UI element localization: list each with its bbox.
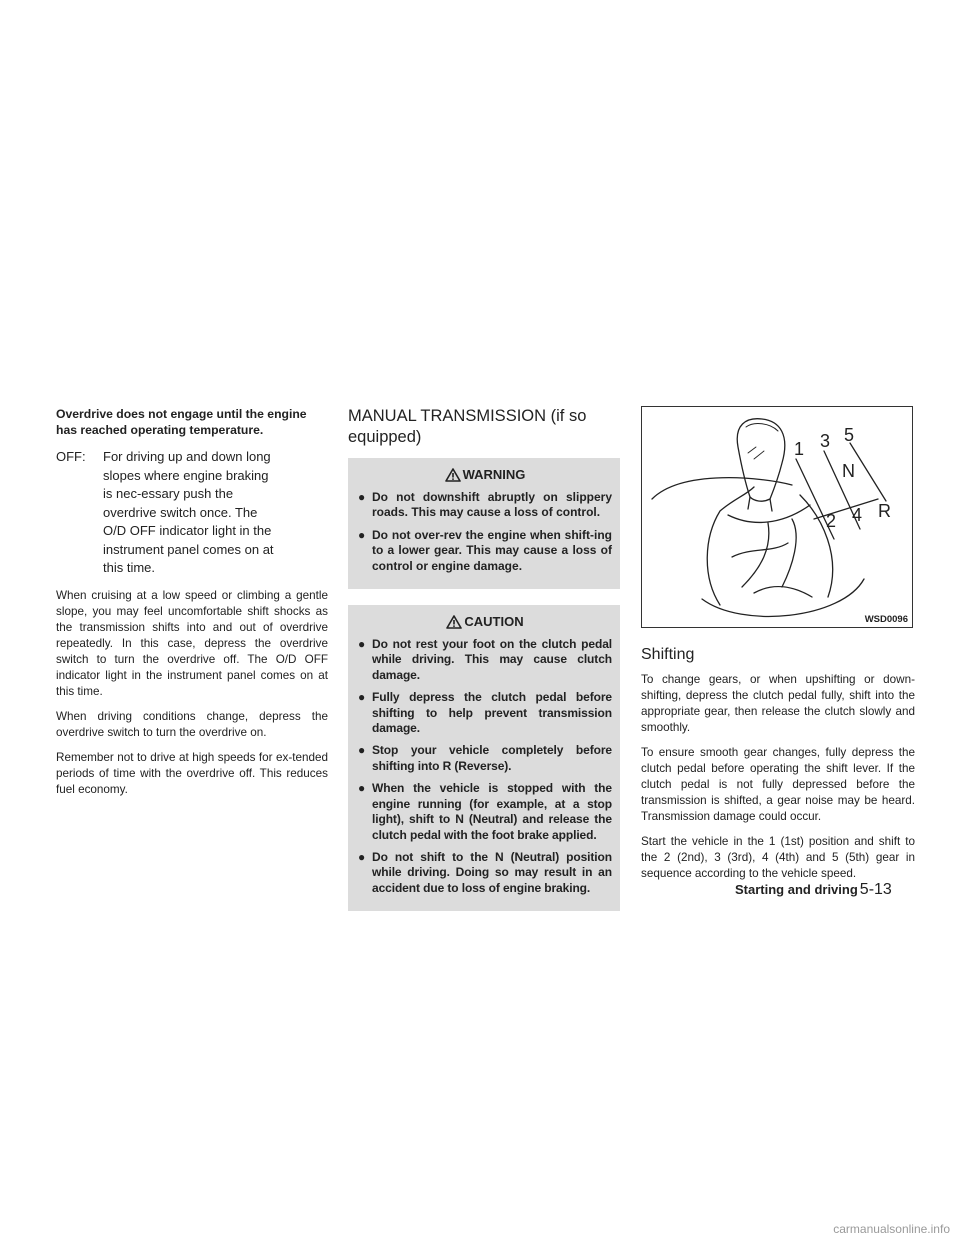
warning-list — [358, 490, 612, 574]
off-label: OFF: — [56, 449, 86, 464]
gear-label-5: 5 — [844, 425, 855, 445]
middle-column — [348, 406, 620, 911]
warning-item: ● Do not downshift abruptly on slippery roads. This may cause a loss of control. — [358, 490, 612, 520]
paragraph: To change gears, or when upshifting or down-shifting, depress the clutch pedal fully, shift into the appropriate gear, then release the clutch slowly and smoothly. — [641, 673, 915, 734]
figure-id: WSD0096 — [864, 614, 908, 625]
off-text: For driving up and down long slopes where engine braking is nec-essary push the overdrive switch once. The O/D OFF indicator light in the instrument panel comes on at this time. — [103, 449, 274, 575]
subsection-title: Shifting — [641, 646, 695, 663]
bullet-icon: ● — [358, 849, 366, 864]
gear-label-n: N — [842, 461, 855, 481]
page-footer — [735, 881, 892, 899]
caution-item: ● Do not shift to the N (Neutral) position while driving. Doing so may result in an accident due to loss of engine braking. — [358, 849, 612, 895]
bullet-icon: ● — [358, 527, 366, 542]
warning-triangle-icon — [445, 468, 461, 482]
paragraph: Remember not to drive at high speeds for ex-tended periods of time with the overdrive off. This reduces fuel economy. — [56, 750, 328, 796]
gear-shift-figure — [641, 406, 913, 628]
caution-triangle-icon — [446, 615, 462, 629]
paragraph: Start the vehicle in the 1 (1st) position and shift to the 2 (2nd), 3 (3rd), 4 (4th) and 5 (5th) gear in sequence according to the vehicle speed. — [641, 835, 915, 880]
overdrive-note: Overdrive does not engage until the engine has reached operating temperature. — [56, 407, 307, 437]
gear-label-4: 4 — [852, 505, 863, 525]
gear-label-2: 2 — [826, 511, 837, 531]
caution-item: ● Fully depress the clutch pedal before shifting to help prevent transmission damage. — [358, 690, 612, 736]
warning-box — [348, 458, 620, 589]
shift-lever-illustration — [642, 407, 914, 629]
caution-list — [358, 637, 612, 896]
caution-box — [348, 605, 620, 911]
paragraph: When cruising at a low speed or climbing a gentle slope, you may feel uncomfortable shift shocks as the transmission shifts into and out of overdrive repeatedly. In this case, depress the overdrive switch to turn the overdrive off. The O/D OFF indicator light in the instrument panel comes on at this time. — [56, 588, 328, 698]
caution-item: ● Stop your vehicle completely before shifting into R (Reverse). — [358, 743, 612, 773]
gear-label-3: 3 — [820, 431, 831, 451]
gear-label-r: R — [878, 501, 891, 521]
gear-label-1: 1 — [794, 439, 805, 459]
bullet-icon: ● — [358, 781, 366, 796]
warning-heading — [358, 464, 612, 486]
warning-item: ● Do not over-rev the engine when shift-ing to a lower gear. This may cause a loss of control or engine damage. — [358, 527, 612, 573]
right-column — [641, 406, 915, 891]
bullet-icon: ● — [358, 743, 366, 758]
paragraph: When driving conditions change, depress the overdrive switch to turn the overdrive on. — [56, 709, 328, 739]
caution-heading — [358, 611, 612, 633]
off-definition — [56, 448, 328, 578]
footer-section-title: Starting and driving — [735, 882, 858, 897]
section-title: MANUAL TRANSMISSION (if so equipped) — [348, 407, 587, 446]
bullet-icon: ● — [358, 690, 366, 705]
bullet-icon: ● — [358, 637, 366, 652]
paragraph: To ensure smooth gear changes, fully depress the clutch pedal before operating the shift lever. If the clutch pedal is not fully depressed before the transmission is shifted, a gear noise may be heard. Transmission damage could occur. — [641, 746, 915, 823]
warning-heading-text: WARNING — [462, 467, 526, 482]
caution-item: ● When the vehicle is stopped with the engine running (for example, at a stop light), shift to N (Neutral) and release the clutch pedal with the foot brake applied. — [358, 781, 612, 842]
page-number: 5-13 — [859, 881, 892, 898]
caution-item: ● Do not rest your foot on the clutch pedal while driving. This may cause clutch damage. — [358, 637, 612, 682]
watermark: carmanualsonline.info — [833, 1222, 950, 1236]
left-column — [56, 406, 328, 807]
caution-heading-text: CAUTION — [464, 614, 524, 630]
bullet-icon: ● — [358, 490, 366, 504]
